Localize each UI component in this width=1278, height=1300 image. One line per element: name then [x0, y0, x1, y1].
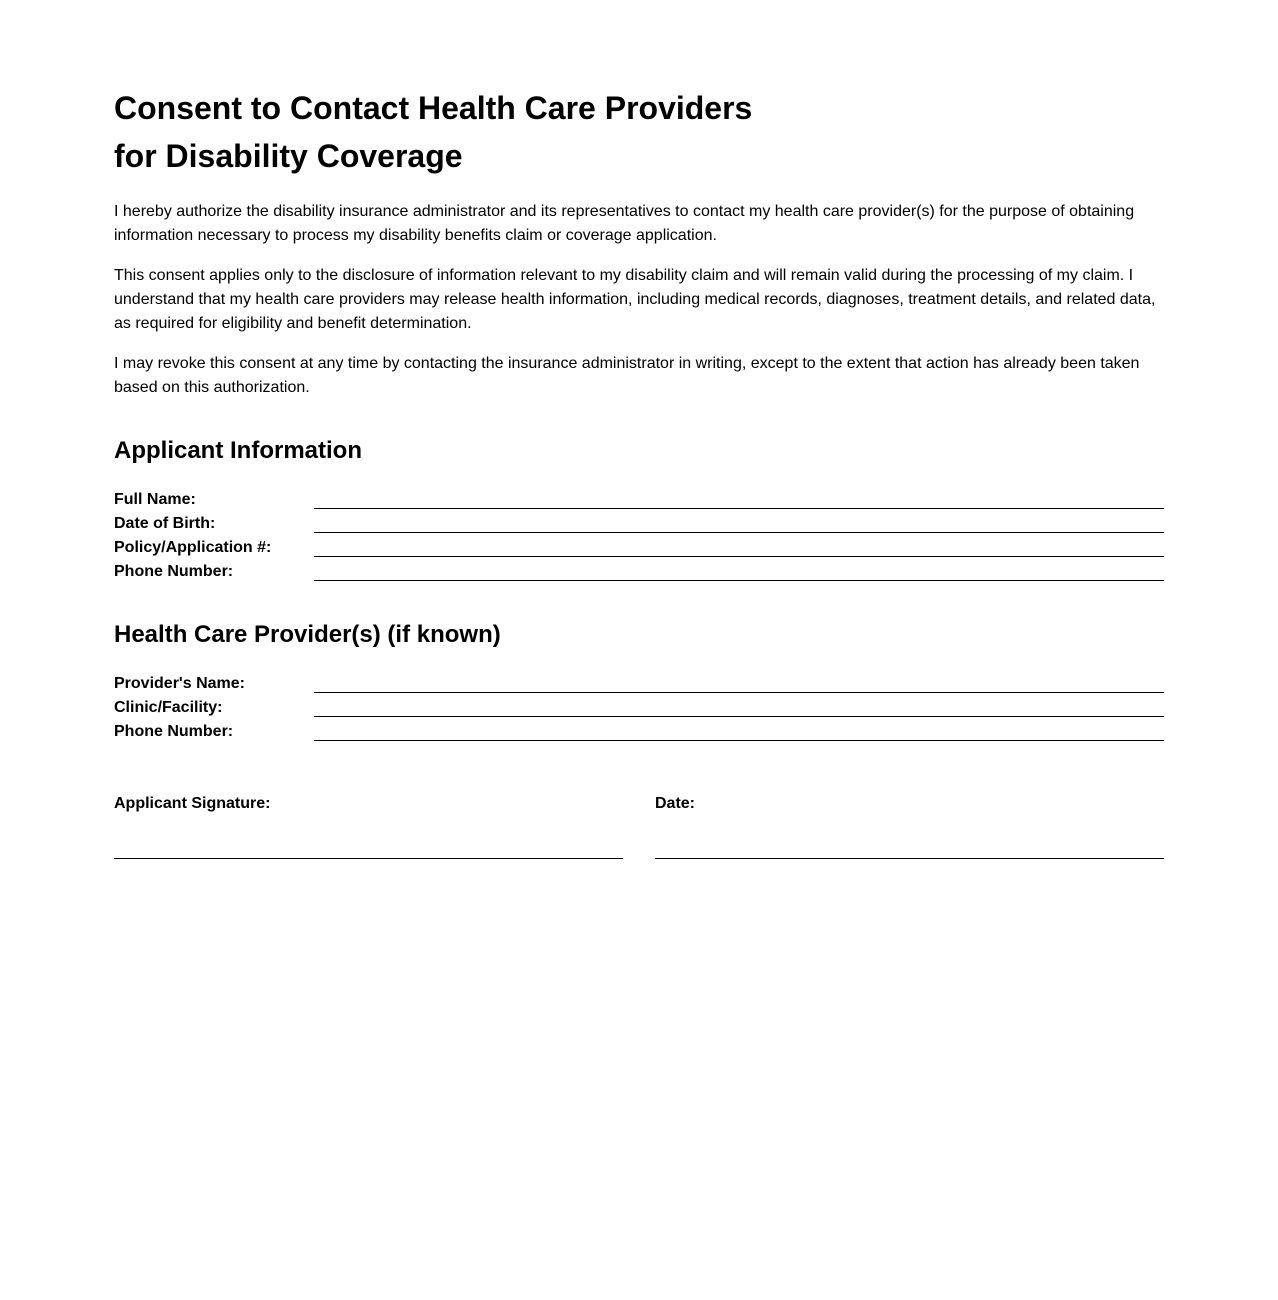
applicant-signature-label: Applicant Signature: [114, 795, 271, 812]
provider-phone-label: Phone Number: [114, 723, 234, 740]
consent-paragraph: This consent applies only to the disclosure of information relevant to my disability claim and will remain valid during the processing of my claim. I understand that my health care providers may release health information, including medical records, diagnoses, treatment details, and related data, as required for eligibility and benefit determination. [114, 267, 1156, 332]
date-of-birth-field[interactable] [314, 514, 1164, 533]
policy-application-number-field[interactable] [314, 538, 1164, 557]
field-row-applicant-phone [114, 560, 1164, 584]
applicant-phone-label: Phone Number: [114, 563, 234, 580]
date-block [655, 792, 1164, 859]
field-row-provider-phone [114, 720, 1164, 744]
applicant-information-heading: Applicant Information [114, 437, 362, 464]
full-name-field[interactable] [314, 490, 1164, 509]
policy-application-number-label: Policy/Application #: [114, 539, 272, 556]
signature-block [114, 792, 623, 859]
provider-name-field[interactable] [314, 674, 1164, 693]
clinic-facility-field[interactable] [314, 698, 1164, 717]
full-name-label: Full Name: [114, 491, 196, 508]
field-row-policy-number [114, 536, 1164, 560]
title-line-1: Consent to Contact Health Care Providers [114, 90, 753, 126]
applicant-information-fields [114, 488, 1164, 584]
provider-phone-field[interactable] [314, 722, 1164, 741]
applicant-phone-field[interactable] [314, 562, 1164, 581]
consent-paragraph: I hereby authorize the disability insurance administrator and its representatives to contact my health care provider(s) for the purpose of obtaining information necessary to process my disability benefits claim or coverage application. [114, 203, 1135, 244]
applicant-signature-field[interactable] [114, 830, 623, 859]
clinic-facility-label: Clinic/Facility: [114, 699, 223, 716]
field-row-clinic-facility [114, 696, 1164, 720]
field-row-provider-name [114, 672, 1164, 696]
field-row-date-of-birth [114, 512, 1164, 536]
health-care-providers-heading: Health Care Provider(s) (if known) [114, 621, 501, 648]
date-of-birth-label: Date of Birth: [114, 515, 216, 532]
page-title [114, 84, 752, 180]
signature-date-label: Date: [655, 795, 696, 812]
provider-name-label: Provider's Name: [114, 675, 245, 692]
consent-paragraph: I may revoke this consent at any time by contacting the insurance administrator in writing, except to the extent that action has already been taken based on this authorization. [114, 355, 1140, 396]
consent-text [114, 200, 1164, 416]
signature-date-field[interactable] [655, 830, 1164, 859]
provider-information-fields [114, 672, 1164, 744]
title-line-2: for Disability Coverage [114, 138, 463, 174]
field-row-full-name [114, 488, 1164, 512]
